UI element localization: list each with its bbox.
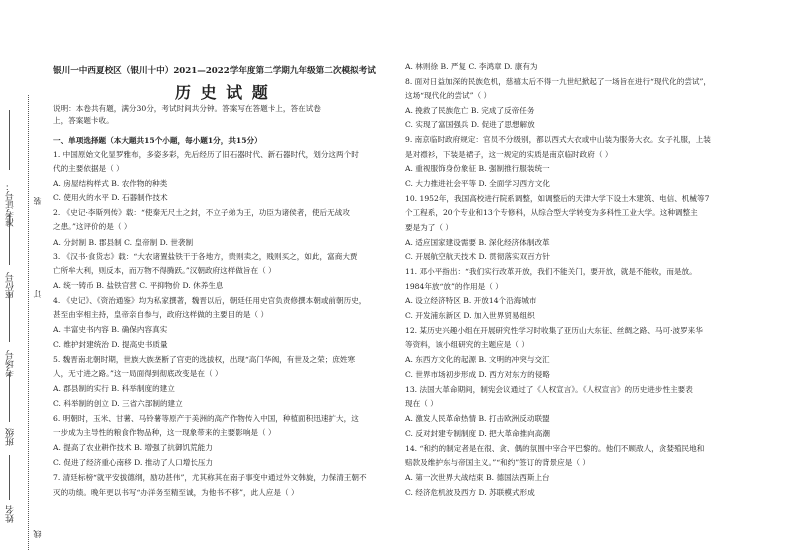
option-line: A. 第一次世界大战结束 B. 德国法西斯上台 [405, 473, 550, 482]
option-line: C. 开发浦东新区 D. 加入世界贸易组织 [405, 311, 535, 320]
question-line: 6. 明朝时，玉米、甘薯、马铃薯等原产于美洲的高产作物传入中国，种植面积迅速扩大，这 [53, 414, 359, 423]
question-line: 代的主要依据是（ ） [53, 164, 124, 173]
option-line: A. 激发人民革命热情 B. 打击欧洲反动联盟 [405, 414, 550, 423]
question-line: 14. “和约的制定者是在很、贪、偶的氛围中宰合平巴黎的。他们不顾敌人，贪婪殖民地和 [405, 444, 705, 453]
question-line: 13. 法国大革命期间，制宪会议通过了《人权宣言》。《人权宣言》的历史进步性主要表 [405, 385, 693, 394]
option-line: C. 世界市场初步形成 D. 西方对东方的侵略 [405, 370, 550, 379]
class-label: 班级 [6, 428, 16, 446]
question-line: 5. 魏晋南北朝时期，世族大族垄断了官吏的选拔权，出现“高门华阀，有世及之荣；庶姓寒 [53, 355, 356, 364]
school-exam-header: 银川一中西夏校区（银川十中）2021—2022学年度第二学期九年级第二次模拟考试 [53, 66, 376, 76]
question-line: 8. 面对日益加深的民族危机，慈禧太后不得一九世纪掀起了一场旨在进行“现代化的尝试”， [405, 77, 711, 86]
question-line: 现在（ ） [405, 399, 438, 408]
option-line: A. 适应国家建设需要 B. 深化经济体制改革 [405, 238, 550, 247]
question-line: 1. 中国原始文化显罗雅布，多姿多彩，先后经历了旧石器时代、新石器时代，划分这两个时 [53, 150, 359, 159]
exam-room-label: 考场号 [6, 350, 16, 377]
exam-room-line [9, 292, 10, 342]
option-line: A. 房屋结构样式 B. 农作物的种类 [53, 179, 168, 188]
name-line [9, 455, 10, 500]
question-line: 等资料，该小组研究的主题应是（ ） [405, 340, 529, 349]
option-line: C. 开展航空航天技术 D. 贯彻落实双百方针 [405, 252, 550, 261]
class-line [9, 372, 10, 422]
question-line: 亡所牟大利，则反本，而万物不得腾跃。”汉朝政府这样做旨在（ ） [53, 266, 276, 275]
section-heading: 一、单项选择题（本大题共15个小题，每小题1分，共15分） [53, 136, 262, 145]
question-line: 1984年放“放”的作用是（ ） [405, 282, 503, 291]
option-line: C. 实现了富国强兵 D. 促进了思想解放 [405, 120, 535, 129]
option-line: A. 东西方文化的起源 B. 文明的冲突与交汇 [405, 355, 550, 364]
instructions-line-2: 上，答案题卡收。 [53, 116, 114, 125]
option-line: C. 促进了经济重心南移 D. 推动了人口增长压力 [53, 458, 214, 467]
question-line: 之患。”这评价的是（ ） [53, 222, 132, 231]
question-line: 11. 邓小平指出：“我们实行改革开放，我们不能关门，要开放，就是不能收，而是放。 [405, 267, 697, 276]
option-line: A. 林则徐 B. 严复 C. 李鸿章 D. 康有为 [405, 62, 538, 71]
question-line: 是对襟衫，下装是裙子，这一规定的实质是南京临时政府（ ） [405, 150, 613, 159]
option-line: A. 提高了农业耕作技术 B. 增强了抗御饥荒能力 [53, 443, 213, 452]
question-line: 人，无寸进之路。”这一局面得到彻底改变是在（ ） [53, 369, 223, 378]
option-line: A. 郡县制的实行 B. 科举制度的建立 [53, 384, 175, 393]
binding-line [28, 95, 29, 550]
seat-line [9, 215, 10, 265]
question-line: 要是为了（ ） [405, 223, 453, 232]
name-label: 姓名 [6, 505, 16, 523]
question-line: 10. 1952年，我国高校进行院系调整，如调整后的天津大学下设土木建筑、电信、机械等7 [405, 194, 710, 203]
option-line: C. 维护封建统治 D. 提高史书质量 [53, 340, 168, 349]
option-line: C. 反对封建专制制度 D. 把大革命推向高潮 [405, 429, 550, 438]
question-line: 4. 《史记》、《资治通鉴》均为私家撰著，魏晋以后，朝廷任用史官负责修撰本朝或前朝历史， [53, 296, 367, 305]
xian-label: 线 [33, 530, 42, 538]
question-line: 这场“现代化的尝试”（ ） [405, 91, 492, 100]
instructions-line-1: 说明：本卷共有题，满分30分，考试时间共分钟。答案写在答题卡上，答在试卷 [53, 104, 321, 113]
question-line: 9. 南京临时政府规定：官员不分级别，都以西式大衣或中山装为服务大衣。女子礼服，上装 [405, 135, 711, 144]
option-line: C. 使用火的水平 D. 石器制作技术 [53, 193, 168, 202]
option-line: A. 分封制 B. 郡县制 C. 皇帝制 D. 世袭制 [53, 238, 194, 247]
question-line: 个工程系，20个专业和13个专修科，从综合型大学转变为多科性工业大学。这种调整主 [405, 208, 698, 217]
option-line: A. 丰富史书内容 B. 确保内容真实 [53, 325, 168, 334]
ding-label: 订 [33, 290, 42, 298]
option-line: C. 大力推进社会平等 D. 全面学习西方文化 [405, 179, 550, 188]
exam-number-label: 准考证号： [6, 182, 16, 227]
exam-number-line [9, 110, 10, 170]
option-line: C. 经济危机波及西方 D. 苏联模式形成 [405, 488, 535, 497]
option-line: A. 重视服饰身份象征 B. 强制推行服装统一 [405, 164, 550, 173]
option-line: A. 统一铸币 B. 盐铁官营 C. 平抑物价 D. 休养生息 [53, 281, 224, 290]
seat-label: 座位号 [6, 272, 16, 299]
question-line: 甚至由宰相主持，皇帝亲自参与，政府这样做的主要目的是（ ） [53, 310, 269, 319]
option-line: C. 科举制的创立 D. 三省六部制的建立 [53, 399, 183, 408]
zhuang-label: 装 [33, 197, 42, 205]
question-line: 7. 清廷标榜“就平安拔德纲，励功甚伟”，尤其称其在南子事变中通过外文韩旋，力保清王朝不 [53, 473, 367, 482]
question-line: 2. 《史记·李斯列传》载：“使秦无尺土之封，不立子弟为王，功臣为诸侯者，使后无战攻 [53, 208, 350, 217]
exam-title: 历 史 试 题 [175, 83, 270, 102]
question-line: 灭的功绩。晚年更以书写“办洋务至精至诚，为他书不移”，此人应是（ ） [53, 488, 299, 497]
option-line: A. 挽救了民族危亡 B. 完成了反帝任务 [405, 106, 535, 115]
option-line: A. 设立经济特区 B. 开放14个沿海城市 [405, 296, 537, 305]
question-line: 3. 《汉书·食货志》载：“大农诸置盐铁干于各地方，贵则卖之，贱则买之，如此，富商大贾 [53, 252, 358, 261]
question-line: 12. 某历史兴趣小组在开展研究性学习时收集了亚历山大东征、丝绸之路、马可·波罗来华 [405, 326, 703, 335]
question-line: 一步成为主导性的粮食作物品种，这一现象带来的主要影响是（ ） [53, 428, 276, 437]
question-line: 赔款及维护东与帝国主义。”“和约”签订的背景应是（ ） [405, 458, 590, 467]
